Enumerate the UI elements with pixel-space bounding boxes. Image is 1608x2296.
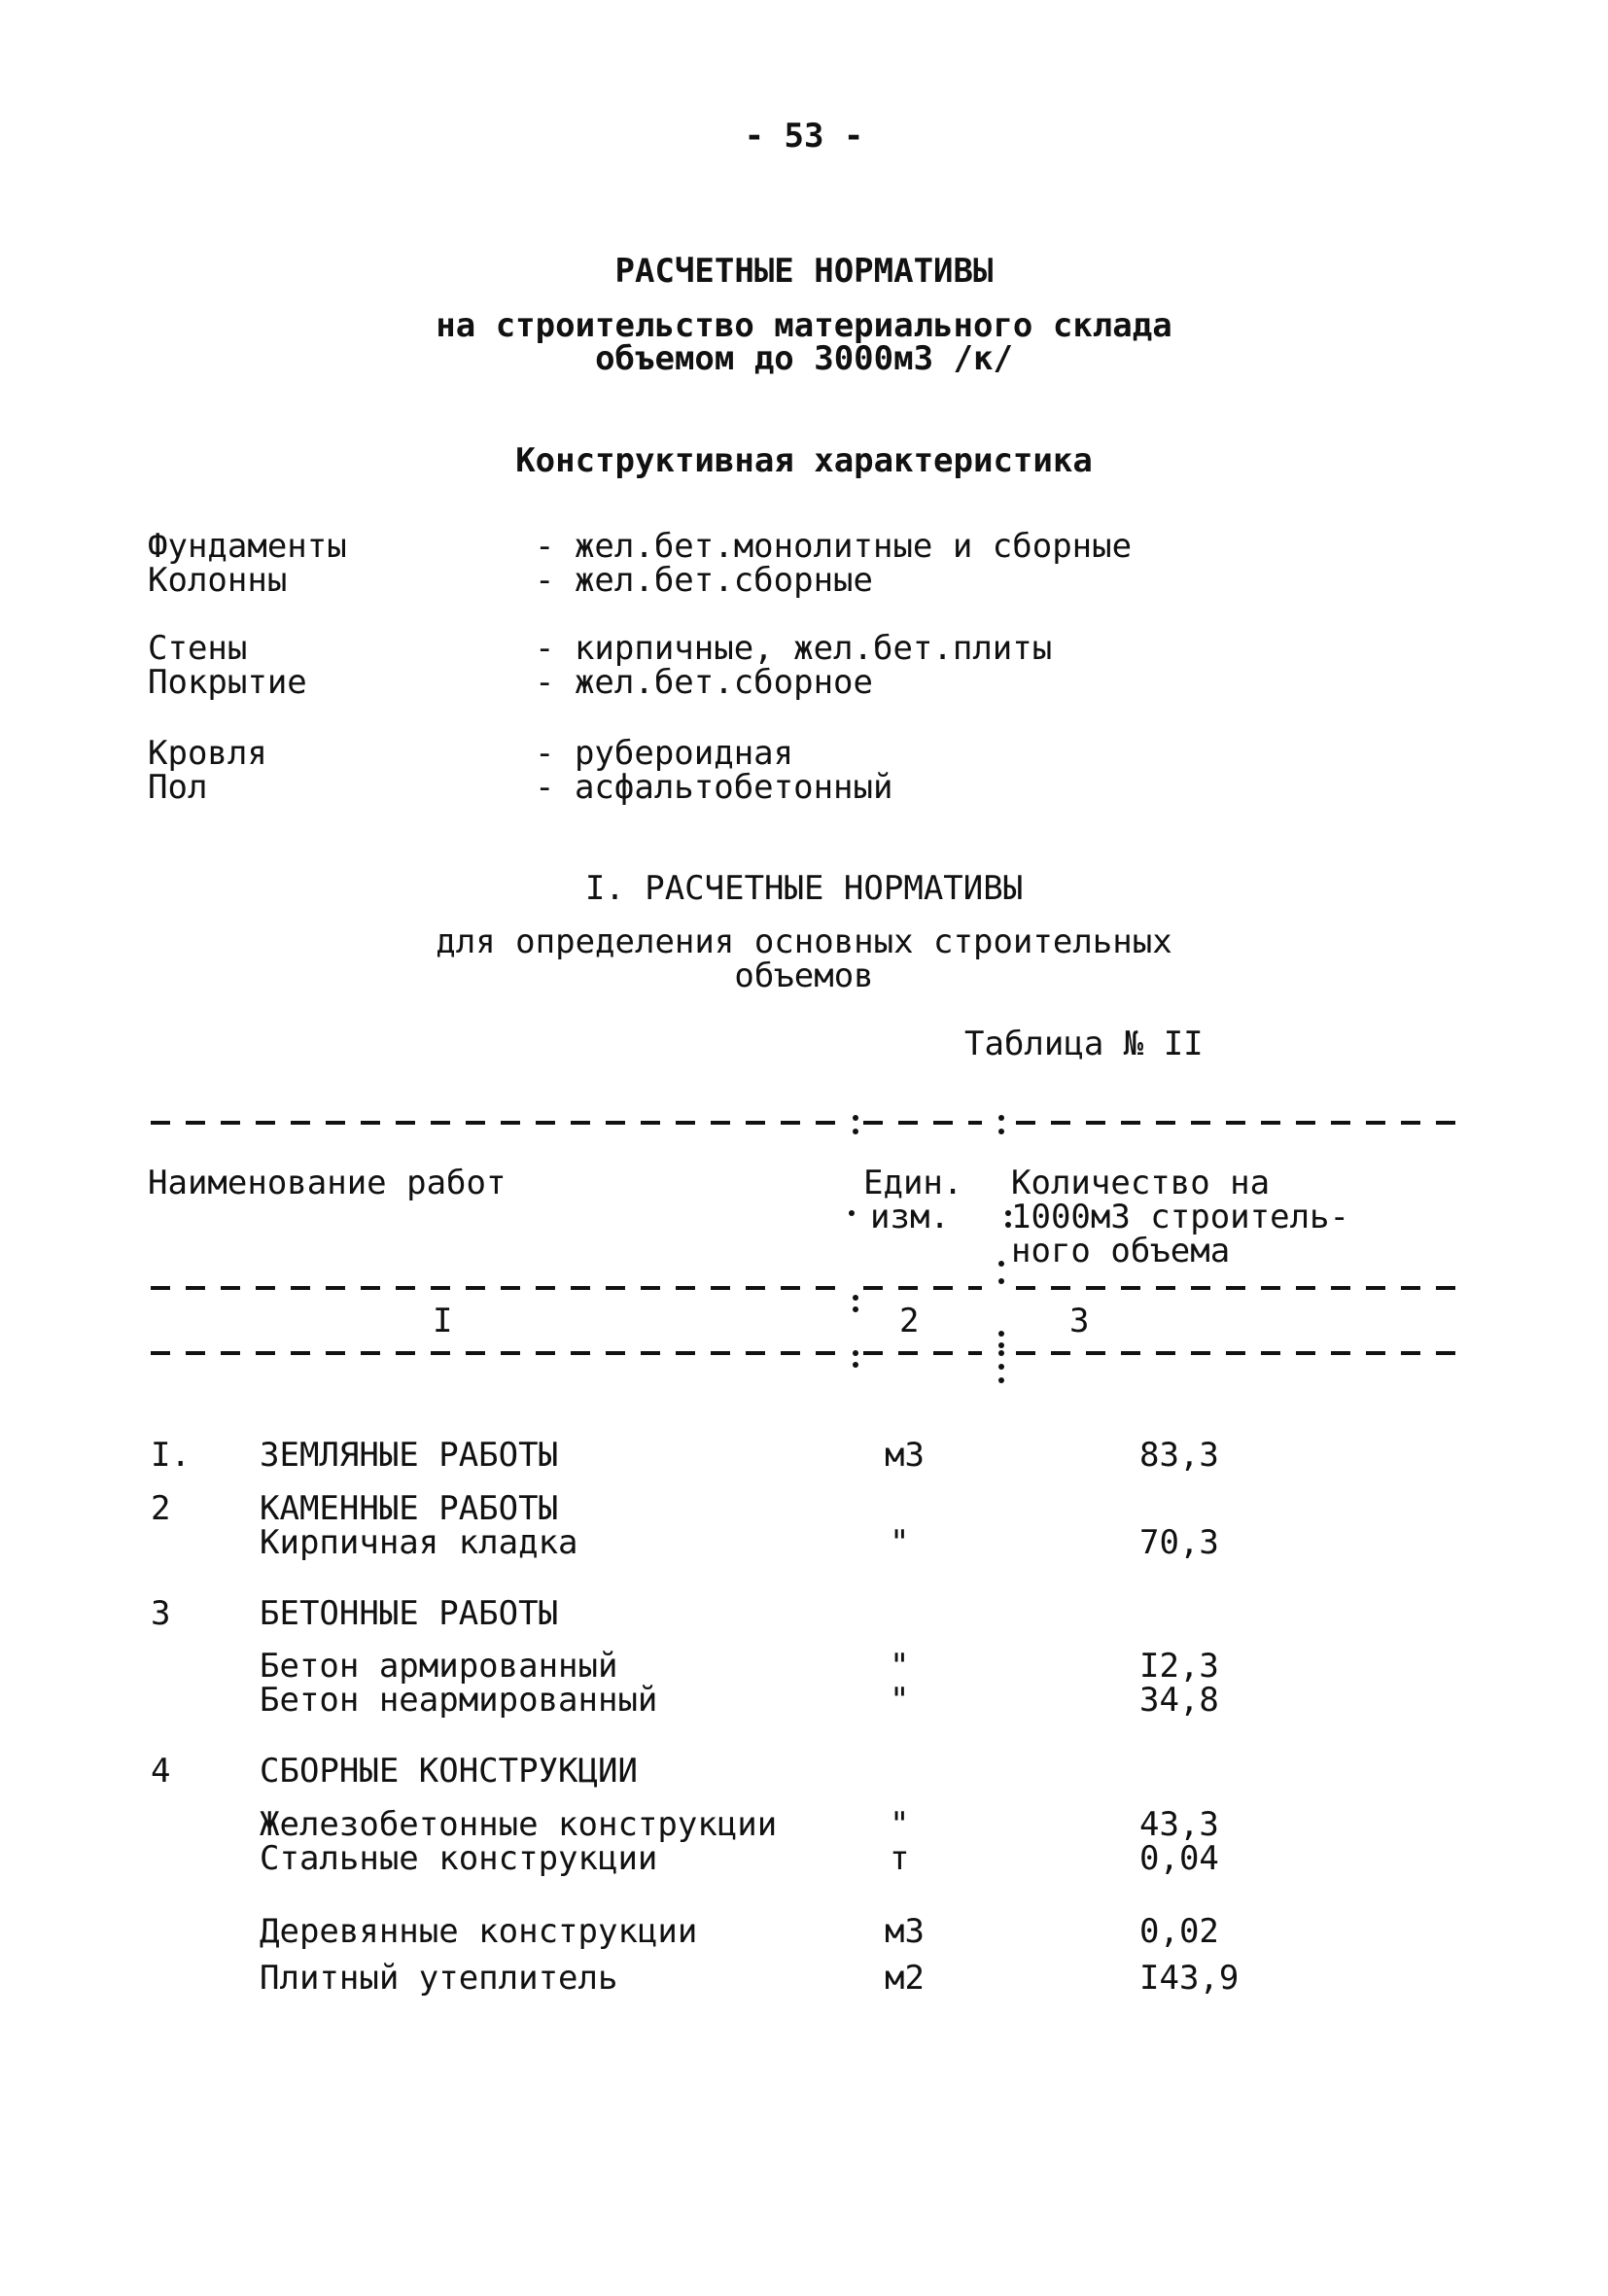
row-work-name: Железобетонные конструкции [260,1805,778,1844]
construction-item-name: Покрытие [148,663,307,702]
row-number: I. [151,1436,191,1475]
document-title: РАСЧЕТНЫЕ НОРМАТИВЫ [614,252,994,291]
construction-item-value: - жел.бет.монолитные и сборные [535,527,1133,566]
header-quantity-line2: 1000м3 строитель- [1011,1198,1349,1236]
header-unit-line2: изм. [870,1198,950,1236]
section-subtitle-line2: объемов [734,957,874,995]
row-work-name: ЗЕМЛЯНЫЕ РАБОТЫ [260,1436,559,1475]
header-quantity-line3: ного объема [1011,1232,1231,1270]
construction-item-value: - жел.бет.сборное [535,663,873,702]
row-unit: " [890,1681,910,1720]
row-value: 34,8 [1139,1681,1219,1720]
construction-item-name: Кровля [148,734,267,773]
section-title: I. РАСЧЕТНЫЕ НОРМАТИВЫ [584,869,1024,908]
header-quantity-line1: Количество на [1011,1164,1271,1202]
table-label: Таблица № II [964,1025,1204,1063]
construction-item-name: Пол [148,768,208,807]
construction-item-name: Стены [148,629,248,668]
row-value: 0,02 [1139,1912,1219,1951]
row-number: 4 [151,1752,171,1791]
construction-heading: Конструктивная характеристика [515,441,1093,480]
page-number: - 53 - [744,117,864,156]
row-number: 3 [151,1594,171,1633]
row-value: 83,3 [1139,1436,1219,1475]
document-subtitle-line1: на строительство материального склада [436,306,1172,345]
row-unit: " [890,1647,910,1686]
header-work-name: Наименование работ [148,1164,507,1202]
row-unit: м3 [885,1436,925,1475]
row-number: 2 [151,1489,171,1528]
column-number: 3 [1069,1302,1090,1340]
row-unit: " [890,1523,910,1562]
row-value: 70,3 [1139,1523,1219,1562]
row-work-name: КАМЕННЫЕ РАБОТЫ [260,1489,559,1528]
row-work-name: Кирпичная кладка [260,1523,578,1562]
column-number: I [433,1302,453,1340]
column-separator-dots [849,1115,1011,1383]
row-unit: т [890,1839,910,1878]
document-subtitle-line2: объемом до 3000м3 /к/ [595,339,1013,378]
construction-item-value: - жел.бет.сборные [535,561,873,600]
row-work-name: БЕТОННЫЕ РАБОТЫ [260,1594,559,1633]
construction-item-value: - асфальтобетонный [535,768,893,807]
row-work-name: Плитный утеплитель [260,1959,618,1998]
row-value: I43,9 [1139,1959,1240,1998]
row-unit: м3 [885,1912,925,1951]
construction-item-value: - рубероидная [535,734,794,773]
row-value: 43,3 [1139,1805,1219,1844]
row-work-name: Бетон неармированный [260,1681,658,1720]
header-unit-line1: Един. [863,1164,963,1202]
construction-item-name: Фундаменты [148,527,347,566]
row-value: I2,3 [1139,1647,1219,1686]
row-unit: " [890,1805,910,1844]
row-work-name: Деревянные конструкции [260,1912,698,1951]
column-number: 2 [899,1302,920,1340]
row-work-name: СБОРНЫЕ КОНСТРУКЦИИ [260,1752,638,1791]
row-unit: м2 [885,1959,925,1998]
construction-item-value: - кирпичные, жел.бет.плиты [535,629,1053,668]
row-value: 0,04 [1139,1839,1219,1878]
row-work-name: Стальные конструкции [260,1839,658,1878]
section-subtitle-line1: для определения основных строительных [436,922,1172,961]
row-work-name: Бетон армированный [260,1647,618,1686]
construction-item-name: Колонны [148,561,288,600]
